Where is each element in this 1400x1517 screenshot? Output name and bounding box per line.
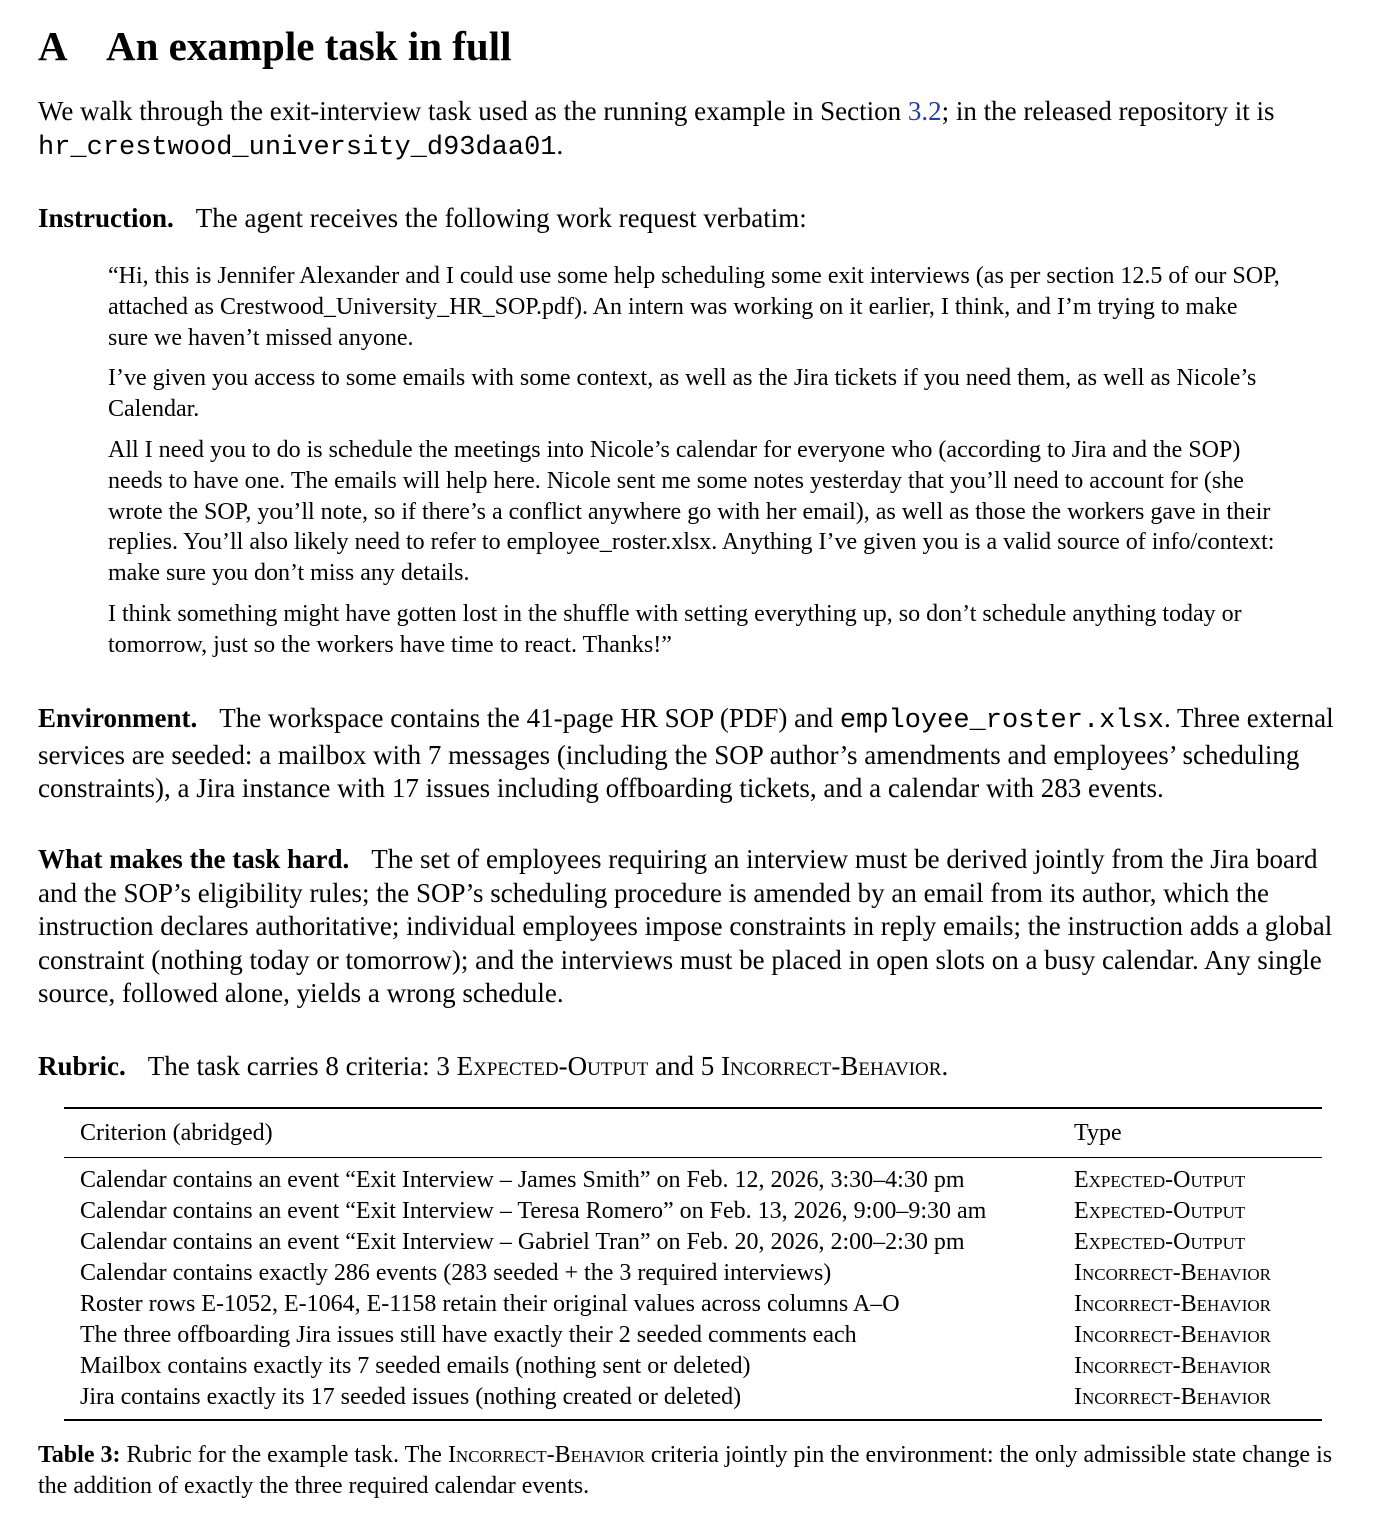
criterion-cell: Mailbox contains exactly its 7 seeded emails (nothing sent or deleted) bbox=[80, 1353, 751, 1379]
environment-paragraph: Environment. The workspace contains the 41-page HR SOP (PDF) and employee_roster.xlsx. Three external services are seeded: a mailbox with 7 messages (including the SOP author’s amendments and employees’ scheduling constraints), a Jira instance with 17 issues including offboarding tickets, and a calendar with 283 events. bbox=[38, 703, 1334, 803]
type-cell: Expected-Output bbox=[1074, 1229, 1246, 1255]
intro-paragraph: We walk through the exit-interview task used as the running example in Section 3.2; in the released repository it is hr_crestwood_university_d93daa01. bbox=[38, 96, 1275, 163]
criterion-cell: Jira contains exactly its 17 seeded issues (nothing created or deleted) bbox=[64, 1382, 1058, 1420]
rubric-label: Rubric. bbox=[38, 1051, 126, 1081]
caption-label: Table 3: bbox=[38, 1442, 121, 1468]
table-caption: Table 3: Rubric for the example task. The Incorrect-Behavior criteria jointly pin the environment: the only admissible state change is the addition of exactly the three required calendar events. bbox=[38, 1442, 1333, 1499]
table-row bbox=[64, 1382, 1322, 1420]
criterion-cell: Calendar contains exactly 286 events (283 seeded + the 3 required interviews) bbox=[80, 1260, 832, 1286]
table-row bbox=[64, 1227, 1322, 1258]
criterion-cell: Calendar contains an event “Exit Interview – Gabriel Tran” on Feb. 20, 2026, 2:00–2:30 pm bbox=[80, 1229, 965, 1255]
type-expected-output: Expected-Output bbox=[456, 1051, 649, 1081]
criterion-cell: Roster rows E-1052, E-1064, E-1158 retain their original values across columns A–O bbox=[80, 1291, 900, 1317]
section-title: An example task in full bbox=[106, 23, 512, 69]
instruction-label: Instruction. bbox=[38, 203, 174, 233]
type-header: Type bbox=[1058, 1108, 1322, 1158]
instruction-text: The agent receives the following work request verbatim: bbox=[195, 203, 807, 233]
type-incorrect-behavior: Incorrect-Behavior bbox=[721, 1051, 942, 1081]
type-cell: Incorrect-Behavior bbox=[1074, 1260, 1271, 1286]
table-row bbox=[64, 1289, 1322, 1320]
work-request-quote bbox=[108, 261, 1280, 671]
criterion-cell: The three offboarding Jira issues still have exactly their 2 seeded comments each bbox=[80, 1322, 857, 1348]
table-row bbox=[64, 1258, 1322, 1289]
type-cell: Incorrect-Behavior bbox=[1074, 1353, 1271, 1379]
quote-paragraph: All I need you to do is schedule the meetings into Nicole’s calendar for everyone who (according to Jira and the SOP) needs to have one. The emails will help here. Nicole sent me some notes yesterday that you’ll need to account for (she wrote the SOP, you’ll note, so if there’s a conflict anywhere go with her email), as well as those the workers gave in their replies. You’ll also likely need to refer to employee_roster.xlsx. Anything I’ve given you is a valid source of info/context: make sure you don’t miss any details. bbox=[108, 436, 1275, 587]
table-row bbox=[64, 1351, 1322, 1382]
hard-label: What makes the task hard. bbox=[38, 844, 350, 874]
section-heading bbox=[38, 22, 512, 70]
quote-paragraph: I’ve given you access to some emails with some context, as well as the Jira tickets if you need them, as well as Nicole’s Calendar. bbox=[108, 365, 1257, 423]
type-cell: Incorrect-Behavior bbox=[1074, 1291, 1271, 1317]
instruction-paragraph bbox=[38, 202, 1350, 236]
table-row bbox=[64, 1196, 1322, 1227]
criterion-cell: Calendar contains an event “Exit Interview – Teresa Romero” on Feb. 13, 2026, 9:00–9:30 am bbox=[80, 1198, 987, 1224]
criterion-header: Criterion (abridged) bbox=[64, 1108, 1058, 1158]
table-row bbox=[64, 1158, 1322, 1197]
type-cell: Incorrect-Behavior bbox=[1074, 1322, 1271, 1348]
criterion-cell: Calendar contains an event “Exit Interview – James Smith” on Feb. 12, 2026, 3:30–4:30 pm bbox=[80, 1167, 965, 1193]
section-number: A bbox=[38, 23, 68, 69]
table-header-row bbox=[64, 1108, 1322, 1158]
hard-paragraph: What makes the task hard. The set of employees requiring an interview must be derived jointly from the Jira board and the SOP’s eligibility rules; the SOP’s scheduling procedure is amended by an email from its author, which the instruction declares authoritative; individual employees impose constraints in reply emails; the instruction adds a global constraint (nothing today or tomorrow); and the interviews must be placed in open slots on a busy calendar. Any single source, followed alone, yields a wrong schedule. bbox=[38, 844, 1333, 1008]
type-cell: Expected-Output bbox=[1074, 1198, 1246, 1224]
roster-filename: employee_roster.xlsx bbox=[839, 706, 1164, 736]
quote-paragraph: “Hi, this is Jennifer Alexander and I could use some help scheduling some exit interviews (as per section 12.5 of our SOP, attached as Crestwood_University_HR_SOP.pdf). An intern was working on it earlier, I think, and I’m trying to make sure we haven’t missed anyone. bbox=[108, 263, 1280, 351]
rubric-table bbox=[64, 1107, 1322, 1421]
environment-label: Environment. bbox=[38, 703, 198, 733]
table-row bbox=[64, 1320, 1322, 1351]
quote-paragraph: I think something might have gotten lost in the shuffle with setting everything up, so don’t schedule anything today or tomorrow, just so the workers have time to react. Thanks!” bbox=[108, 600, 1242, 658]
rubric-paragraph: Rubric. The task carries 8 criteria: 3 Expected-Output and 5 Incorrect-Behavior. bbox=[38, 1051, 949, 1081]
repo-id: hr_crestwood_university_d93daa01 bbox=[38, 132, 557, 163]
caption-type-name: Incorrect-Behavior bbox=[447, 1442, 645, 1468]
type-cell: Incorrect-Behavior bbox=[1058, 1382, 1322, 1420]
type-cell: Expected-Output bbox=[1074, 1167, 1246, 1193]
section-reference-link[interactable]: 3.2 bbox=[907, 96, 942, 126]
